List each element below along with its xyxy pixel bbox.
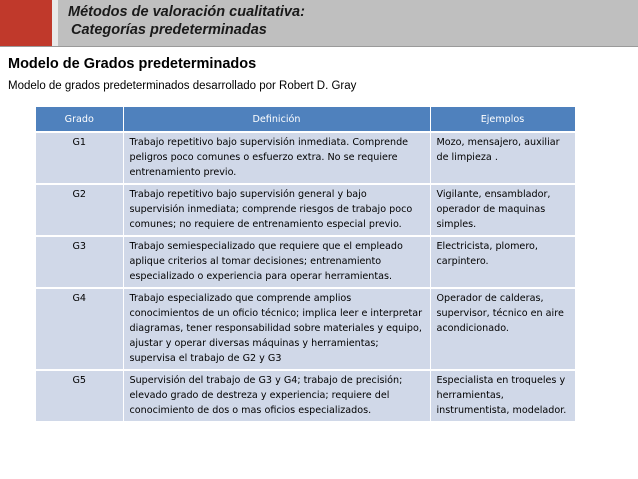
definition-cell: Trabajo repetitivo bajo supervisión inmediata. Comprende peligros poco comunes o esfuerzo extra. No se requiere entrenamiento previo.	[123, 132, 430, 184]
grade-cell: G1	[36, 132, 123, 184]
examples-cell: Operador de calderas, supervisor, técnico en aire acondicionado.	[430, 288, 575, 370]
slide-title	[68, 3, 305, 39]
section-title: Modelo de Grados predeterminados	[8, 56, 257, 72]
column-header-ejemplos: Ejemplos	[430, 107, 575, 132]
red-accent-bar	[0, 0, 52, 46]
table-row	[36, 288, 575, 370]
table-row	[36, 184, 575, 236]
grade-cell: G4	[36, 288, 123, 370]
slide-title-line-2: Categorías predeterminadas	[71, 22, 267, 38]
accent-divider	[52, 0, 58, 46]
examples-cell: Especialista en troqueles y herramientas, instrumentista, modelador.	[430, 370, 575, 421]
table-header-row	[36, 107, 575, 132]
column-header-grado: Grado	[36, 107, 123, 132]
definition-cell: Trabajo especializado que comprende amplios conocimientos de un oficio técnico; implica leer e interpretar diagramas, tener responsabilidad sobre materiales y equipo, ajustar y operar diversas máquinas y herramientas; supervisa el trabajo de G2 y G3	[123, 288, 430, 370]
table-row	[36, 132, 575, 184]
section-subtitle: Modelo de grados predeterminados desarrollado por Robert D. Gray	[8, 80, 357, 92]
table-row	[36, 370, 575, 421]
definition-cell: Trabajo repetitivo bajo supervisión general y bajo supervisión inmediata; comprende riesgos de trabajo poco comunes; no requiere de entrenamiento especial previo.	[123, 184, 430, 236]
slide-title-line-1: Métodos de valoración cualitativa:	[68, 4, 305, 20]
table-row	[36, 236, 575, 288]
examples-cell: Electricista, plomero, carpintero.	[430, 236, 575, 288]
grades-table	[36, 107, 576, 421]
grade-cell: G3	[36, 236, 123, 288]
examples-cell: Vigilante, ensamblador, operador de maquinas simples.	[430, 184, 575, 236]
examples-cell: Mozo, mensajero, auxiliar de limpieza .	[430, 132, 575, 184]
grade-cell: G2	[36, 184, 123, 236]
grade-cell: G5	[36, 370, 123, 421]
column-header-definicion: Definición	[123, 107, 430, 132]
definition-cell: Trabajo semiespecializado que requiere que el empleado aplique criterios al tomar decisiones; entrenamiento especializado o experiencia para operar herramientas.	[123, 236, 430, 288]
definition-cell: Supervisión del trabajo de G3 y G4; trabajo de precisión; elevado grado de destreza y experiencia; requiere del conocimiento de dos o mas oficios especializados.	[123, 370, 430, 421]
